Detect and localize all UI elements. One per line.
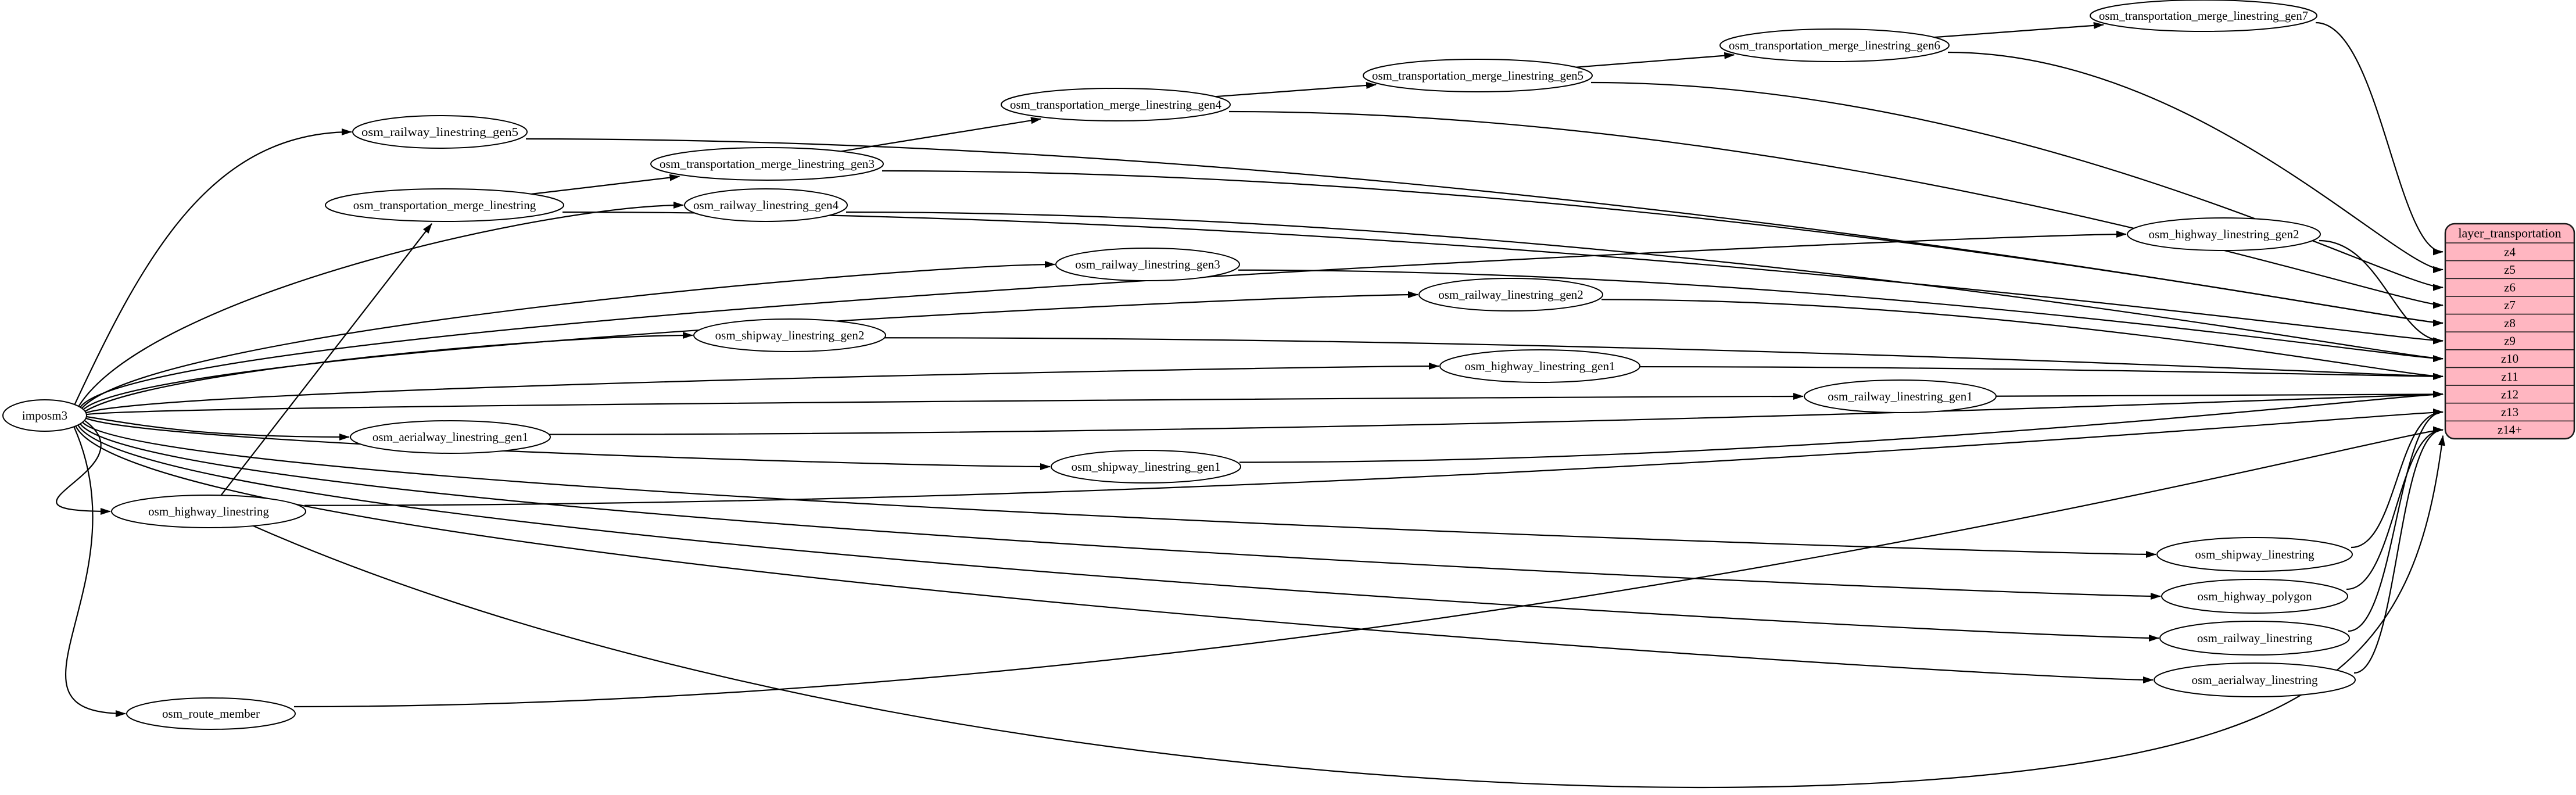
edge-imposm3-to-osm_aerialway_linestring_gen1 bbox=[87, 417, 349, 437]
table-row-z12: z12 bbox=[2500, 387, 2519, 402]
table-row-z11: z11 bbox=[2501, 369, 2518, 384]
edge-imposm3-to-osm_route_member bbox=[66, 427, 126, 714]
table-row-z7: z7 bbox=[2504, 298, 2516, 313]
node-label-osm_transportation_merge_linestring_gen4: osm_transportation_merge_linestring_gen4 bbox=[1010, 98, 1222, 112]
node-label-osm_railway_linestring_gen4: osm_railway_linestring_gen4 bbox=[693, 198, 839, 212]
edge-osm_railway_linestring-to-layer_transportation-z13 bbox=[2348, 412, 2443, 631]
node-label-osm_highway_polygon: osm_highway_polygon bbox=[2197, 589, 2312, 603]
edge-osm_route_member-to-layer_transportation-z14+ bbox=[294, 430, 2443, 707]
edge-osm_transportation_merge_linestring-to-osm_transportation_merge_linestring_gen3 bbox=[532, 177, 680, 194]
node-label-osm_railway_linestring_gen5: osm_railway_linestring_gen5 bbox=[361, 125, 518, 139]
node-label-osm_railway_linestring_gen2: osm_railway_linestring_gen2 bbox=[1438, 288, 1583, 302]
nodes-layer bbox=[3, 0, 2355, 729]
edge-imposm3-to-osm_railway_linestring_gen1 bbox=[87, 396, 1803, 414]
edge-imposm3-to-osm_shipway_linestring_gen1 bbox=[86, 418, 1050, 467]
table-row-z13: z13 bbox=[2500, 405, 2519, 420]
edge-osm_transportation_merge_linestring_gen7-to-layer_transportation-z4 bbox=[2316, 23, 2443, 252]
node-label-osm_railway_linestring_gen3: osm_railway_linestring_gen3 bbox=[1075, 257, 1220, 271]
node-label-osm_transportation_merge_linestring: osm_transportation_merge_linestring bbox=[353, 198, 536, 212]
edge-osm_transportation_merge_linestring_gen4-to-osm_transportation_merge_linestring_gen5 bbox=[1216, 85, 1377, 97]
node-label-osm_transportation_merge_linestring_gen5: osm_transportation_merge_linestring_gen5 bbox=[1372, 69, 1583, 83]
node-label-osm_highway_linestring_gen2: osm_highway_linestring_gen2 bbox=[2148, 227, 2299, 241]
table-row-z14+: z14+ bbox=[2497, 422, 2523, 437]
node-label-osm_shipway_linestring: osm_shipway_linestring bbox=[2195, 547, 2315, 561]
node-label-osm_highway_linestring_gen1: osm_highway_linestring_gen1 bbox=[1464, 359, 1615, 373]
table-node-layer-transportation bbox=[2445, 224, 2574, 439]
node-label-osm_transportation_merge_linestring_gen6: osm_transportation_merge_linestring_gen6 bbox=[1729, 38, 1940, 52]
edge-osm_aerialway_linestring_gen1-to-layer_transportation-z12 bbox=[549, 394, 2443, 434]
edge-imposm3-to-osm_railway_linestring_gen2 bbox=[84, 295, 1418, 410]
edge-imposm3-to-osm_railway_linestring_gen3 bbox=[82, 264, 1055, 409]
node-label-osm_route_member: osm_route_member bbox=[162, 707, 260, 721]
edge-osm_railway_linestring_gen3-to-layer_transportation-z10 bbox=[1238, 270, 2443, 359]
table-row-z6: z6 bbox=[2504, 280, 2516, 295]
edge-imposm3-to-osm_railway_linestring_gen4 bbox=[78, 205, 683, 406]
node-label-osm_shipway_linestring_gen1: osm_shipway_linestring_gen1 bbox=[1071, 460, 1221, 474]
edge-osm_aerialway_linestring-to-layer_transportation-z14+ bbox=[2354, 430, 2443, 673]
node-label-imposm3: imposm3 bbox=[22, 409, 68, 422]
node-label-osm_aerialway_linestring: osm_aerialway_linestring bbox=[2191, 673, 2318, 687]
edge-osm_transportation_merge_linestring_gen6-to-osm_transportation_merge_linestring_gen7 bbox=[1934, 25, 2104, 38]
edge-osm_transportation_merge_linestring_gen5-to-osm_transportation_merge_linestring_gen6 bbox=[1576, 55, 1734, 67]
table-title: layer_transportation bbox=[2458, 225, 2561, 241]
edge-imposm3-to-osm_highway_linestring_gen1 bbox=[86, 366, 1439, 413]
edge-osm_highway_linestring-to-osm_transportation_merge_linestring bbox=[221, 224, 432, 495]
table-row-z5: z5 bbox=[2504, 262, 2516, 277]
edge-osm_highway_linestring-to-layer_transportation-z14+-via-bottom bbox=[249, 436, 2443, 787]
table-row-z4: z4 bbox=[2504, 245, 2516, 259]
node-label-osm_transportation_merge_linestring_gen7: osm_transportation_merge_linestring_gen7 bbox=[2099, 9, 2308, 23]
node-label-osm_highway_linestring: osm_highway_linestring bbox=[148, 504, 269, 518]
table-row-z8: z8 bbox=[2504, 316, 2516, 330]
edge-osm_highway_linestring_gen2-to-layer_transportation-z9 bbox=[2319, 241, 2443, 341]
node-label-osm_railway_linestring_gen1: osm_railway_linestring_gen1 bbox=[1828, 389, 1973, 403]
node-label-osm_transportation_merge_linestring_gen3: osm_transportation_merge_linestring_gen3 bbox=[660, 157, 875, 171]
table-row-z9: z9 bbox=[2504, 334, 2516, 348]
node-label-osm_railway_linestring: osm_railway_linestring bbox=[2197, 631, 2313, 645]
node-label-osm_aerialway_linestring_gen1: osm_aerialway_linestring_gen1 bbox=[372, 430, 529, 444]
edge-imposm3-to-osm_highway_linestring bbox=[56, 421, 110, 512]
table-row-z10: z10 bbox=[2500, 352, 2519, 366]
node-label-osm_shipway_linestring_gen2: osm_shipway_linestring_gen2 bbox=[715, 328, 865, 342]
